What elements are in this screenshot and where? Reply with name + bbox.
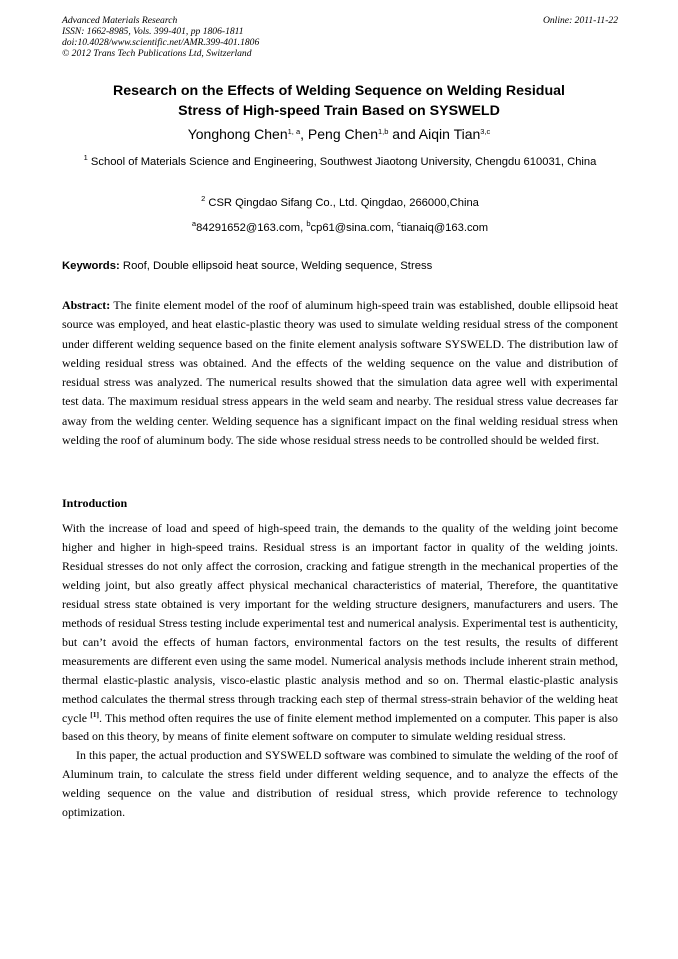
- author-name: Aiqin Tian: [418, 126, 481, 142]
- journal-doi: doi:10.4028/www.scientific.net/AMR.399-401.1806: [62, 37, 260, 48]
- abstract-text: The finite element model of the roof of aluminum high-speed train was established, double ellipsoid heat source was employed, and heat elastic-plastic theory was used to simulate welding residual stress of the component under different welding sequence based on the finite element analysis software SYSWELD. The distribution law of welding residual stress was obtained. And the effects of the welding sequence on the value and distribution of residual stress was analyzed. The numerical results showed that the simulation data agree well with experimental test data. The maximum residual stress appears in the weld seam and nearby. The residual stress value decreases far away from the welding center. Welding sequence has a significant impact on the final welding residual stress when welding the roof of aluminum body. The side whose residual stress needs to be controlled should be welded first.: [62, 298, 618, 448]
- abstract: [62, 296, 618, 450]
- affiliation-superscript: 1: [83, 153, 88, 162]
- journal-copyright: © 2012 Trans Tech Publications Ltd, Switzerland: [62, 48, 252, 59]
- affiliation-text: CSR Qingdao Sifang Co., Ltd. Qingdao, 266000,China: [205, 197, 479, 209]
- author-separator: ,: [300, 126, 308, 142]
- intro-paragraph-2: In this paper, the actual production and SYSWELD software was combined to simulate the welding of the roof of Aluminum train, to calculate the stress field under different welding sequence, and to analyze the effects of the welding sequence on the value and distribution of residual stress, which provide reference to technology optimization.: [62, 748, 618, 820]
- keywords: [62, 258, 618, 274]
- journal-header: [62, 15, 618, 59]
- email-superscript: c: [397, 219, 401, 228]
- author-list: [40, 125, 638, 143]
- journal-name: Advanced Materials Research: [62, 15, 178, 26]
- affiliation-text: School of Materials Science and Engineering, Southwest Jiaotong University, Chengdu 610031, China: [87, 156, 597, 168]
- keywords-label: Keywords:: [62, 260, 120, 272]
- abstract-label: Abstract:: [62, 298, 111, 312]
- affiliation-1: [62, 153, 618, 172]
- affiliation-2: [62, 195, 618, 211]
- title-line-1: Research on the Effects of Welding Sequence on Welding Residual: [113, 83, 565, 99]
- paragraph-text: With the increase of load and speed of high-speed train, the demands to the quality of the welding joint become higher and higher in high-speed trains. Residual stress is an important factor in quality of the welding joints. Residual stresses do not only affect the corrosion, cracking and fatigue strength in the mechanical properties of the welding joint, but also greatly affect physical mechanical characteristics of material, Therefore, the quantitative residual stress state obtained is very important for the welding structure designers, manufacturers and users. The methods of residual Stress testing include experimental test and numerical analysis. Experimental test is authenticity, but can’t avoid the effects of human factors, environmental factors on the test results, the results of different measurements are different even using the same model. Numerical analysis methods include inherent strain method, thermal elastic-plastic analysis, visco-elastic plastic analysis method and so on. Thermal elastic-plastic analysis method calculates the thermal stress through tracking each step of thermal stress-strain behavior of the welding heat cycle: [62, 521, 618, 725]
- journal-issn: ISSN: 1662-8985, Vols. 399-401, pp 1806-1811: [62, 26, 244, 37]
- email-superscript: b: [306, 219, 311, 228]
- email-superscript: a: [191, 219, 197, 228]
- paper-title: [40, 82, 638, 121]
- title-line-2: Stress of High-speed Train Based on SYSWELD: [178, 102, 500, 119]
- email-text: cp61@sina.com,: [310, 222, 398, 234]
- author-superscript: 1,b: [377, 127, 389, 136]
- section-heading-introduction: Introduction: [62, 496, 128, 510]
- author-superscript: 3,c: [480, 127, 491, 136]
- keywords-text: Roof, Double ellipsoid heat source, Welding sequence, Stress: [119, 260, 433, 272]
- affiliation-superscript: 2: [201, 194, 206, 203]
- citation-ref: [1]: [90, 709, 100, 719]
- author-name: Yonghong Chen: [187, 126, 288, 142]
- author-separator: and: [388, 126, 419, 142]
- author-name: Peng Chen: [307, 126, 378, 142]
- author-emails: [62, 220, 618, 236]
- email-text: 84291652@163.com,: [196, 222, 307, 234]
- paragraph-text: . This method often requires the use of finite element method implemented on a computer. This paper is also based on this theory, by means of finite element software on computer to simulate welding residual stress.: [62, 710, 618, 744]
- introduction-body: [62, 519, 618, 822]
- author-superscript: 1, a: [287, 127, 301, 136]
- email-text: tianaiq@163.com: [400, 222, 489, 234]
- intro-paragraph-1: [62, 519, 618, 746]
- online-date: Online: 2011-11-22: [542, 15, 618, 26]
